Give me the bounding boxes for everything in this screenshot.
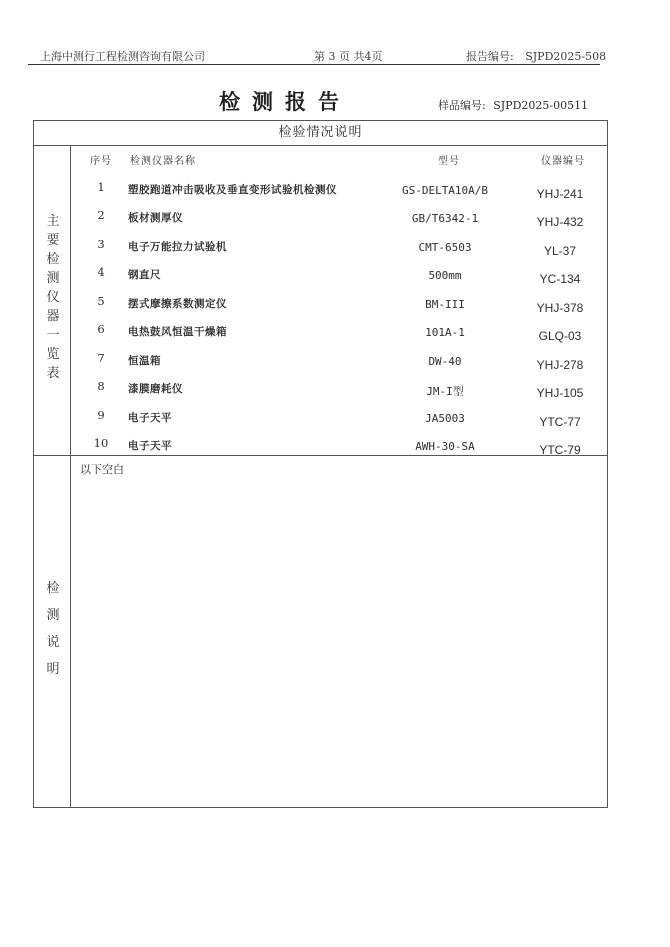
sample-number-label: 样品编号:: [438, 99, 486, 112]
vertical-label-char: 明: [46, 662, 60, 677]
row-8-code: YHJ-105: [536, 386, 584, 400]
row-10-model: AWH-30-SA: [415, 440, 475, 453]
row-3-code: YL-37: [543, 244, 577, 258]
row-9-code: YTC-77: [539, 415, 581, 429]
row-2-name: 板材测厚仪: [128, 212, 183, 224]
row-5-code: YHJ-378: [536, 301, 584, 315]
sample-number-value: SJPD2025-00511: [493, 99, 589, 112]
row-4-no: 4: [97, 265, 105, 279]
row-4-name: 钢直尺: [128, 269, 161, 281]
vertical-label-char: 要: [46, 233, 60, 248]
row-9-no: 9: [97, 408, 105, 422]
sample-number: [438, 97, 588, 113]
row-5-no: 5: [97, 294, 105, 308]
column-header-code: 仪器编号: [541, 156, 585, 167]
row-4-code: YC-134: [539, 272, 581, 286]
row-8-name: 漆膜磨耗仪: [128, 383, 183, 395]
row-10-name: 电子天平: [128, 440, 172, 452]
row-7-code: YHJ-278: [536, 358, 584, 372]
instruments-section-label: [37, 212, 69, 383]
row-3-no: 3: [97, 237, 105, 251]
row-7-name: 恒温箱: [128, 355, 161, 367]
row-1-no: 1: [97, 180, 105, 194]
row-5-name: 摆式摩擦系数测定仪: [128, 298, 227, 310]
vertical-label-char: 仪: [46, 290, 60, 305]
notes-text: 以下空白: [80, 463, 124, 476]
row-7-no: 7: [97, 351, 105, 365]
row-4-model: 500mm: [428, 269, 462, 282]
row-1-code: YHJ-241: [536, 187, 584, 201]
vertical-label-char: 览: [46, 347, 60, 362]
row-3-name: 电子万能拉力试验机: [128, 241, 227, 253]
column-header-model: 型号: [438, 156, 460, 167]
company-name: 上海中测行工程检测咨询有限公司: [40, 50, 205, 63]
vertical-label-char: 主: [46, 214, 60, 229]
row-6-no: 6: [97, 322, 105, 336]
vertical-label-char: 检: [46, 581, 60, 596]
section-title: 检验情况说明: [278, 125, 363, 140]
section-title-divider: [33, 145, 608, 146]
row-5-model: BM-III: [425, 298, 465, 311]
row-8-no: 8: [97, 379, 105, 393]
vertical-label-char: 说: [46, 635, 60, 650]
row-9-name: 电子天平: [128, 412, 172, 424]
row-2-model: GB/T6342-1: [411, 212, 479, 225]
report-number-value: SJPD2025-508: [525, 50, 607, 63]
document-title: 检测报告: [219, 90, 351, 114]
row-2-code: YHJ-432: [536, 215, 584, 229]
row-6-code: GLQ-03: [538, 329, 582, 343]
vertical-label-char: 器: [46, 309, 60, 324]
vertical-label-char: 一: [46, 328, 60, 343]
row-7-model: DW-40: [428, 355, 462, 368]
page-info: 第 3 页 共4页: [314, 50, 383, 63]
row-10-no: 10: [93, 436, 109, 450]
row-6-name: 电热鼓风恒温干燥箱: [128, 326, 227, 338]
report-number: [466, 48, 606, 64]
vertical-label-char: 表: [46, 366, 60, 381]
row-10-code: YTC-79: [539, 443, 581, 457]
label-column-divider: [70, 145, 71, 808]
vertical-label-char: 测: [46, 271, 60, 286]
column-header-no: 序号: [90, 156, 112, 167]
row-8-model: JM-I型: [426, 385, 464, 398]
notes-section-label: [37, 575, 69, 683]
row-2-no: 2: [97, 208, 105, 222]
row-9-model: JA5003: [425, 412, 465, 425]
header-divider: [28, 64, 600, 65]
row-6-model: 101A-1: [425, 326, 465, 339]
row-1-model: GS-DELTA10A/B: [401, 184, 489, 197]
vertical-label-char: 测: [46, 608, 60, 623]
report-number-label: 报告编号:: [466, 50, 514, 63]
vertical-label-char: 检: [46, 252, 60, 267]
row-1-name: 塑胶跑道冲击吸收及垂直变形试验机检测仪: [128, 184, 337, 196]
row-3-model: CMT-6503: [418, 241, 472, 254]
column-header-name: 检测仪器名称: [130, 156, 196, 167]
